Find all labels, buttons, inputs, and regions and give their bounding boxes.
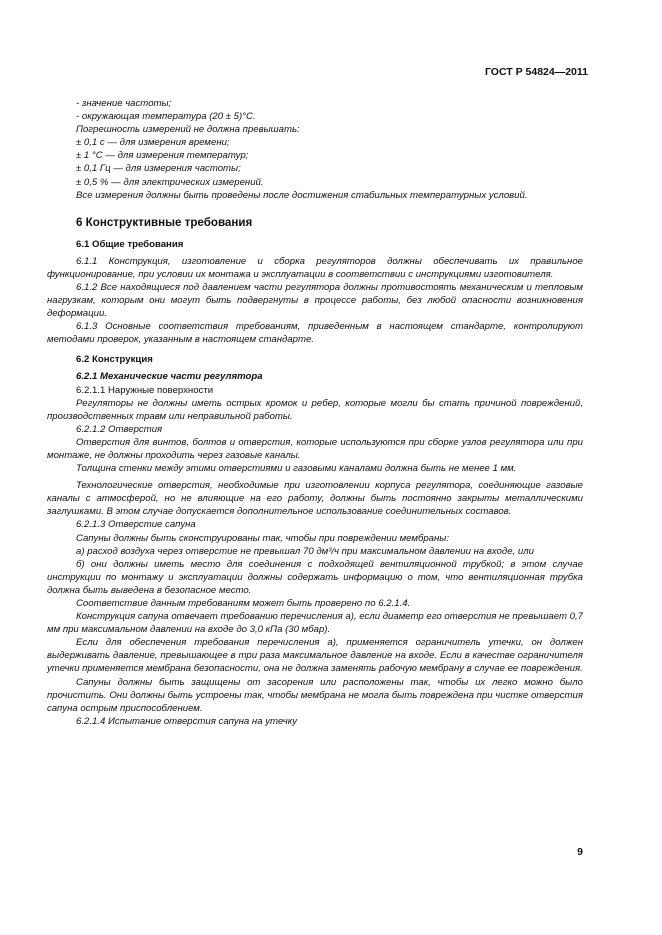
clause-6-2-1-1-title: 6.2.1.1 Наружные поверхности [76,384,214,396]
clause-6-2-1-2-text: Отверстия для винтов, болтов и отверстия, которые используются при сборке узлов регулятора или при монтаже, не должны проходить через газовые каналы. [47,436,583,461]
clause-6-2-1-2-text: Технологические отверстия, необходимые при изготовлении корпуса регулятора, соединяющие газовые каналы с атмосферой, но не влияющие на его работу, должны быть постоянно закрыты металлическими заглушками. В этом случае допускается дополнительное использование соединительных составов. [47,480,583,518]
intro-line: - значение частоты; [76,98,172,109]
page-number: 9 [577,846,583,858]
section-6-1-heading: 6.1 Общие требования [76,238,184,250]
intro-line: ± 1 °С — для измерения температур; [76,150,249,162]
intro-line: ± 0,5 % — для электрических измерений. [76,176,264,188]
list-item-b: б) они должны иметь место для соединения с подходящей вентиляционной трубкой; в этом случае инструкции по монтажу и эксплуатации должны содержать информацию о том, что вентиляционная трубка должна быть выведена в безопасное место. [47,558,583,596]
clause-6-2-1-3-text: Соответствие данным требованиям может быть проверено по 6.2.1.4. [76,598,411,609]
page-body [47,97,583,728]
subsection-6-2-1-heading: 6.2.1 Механические части регулятора [76,371,263,383]
paragraph-6-1-3: 6.1.3 Основные соответствия требованиям, приведенным в настоящем стандарте, контролируют методами проверок, указанным в настоящем стандарте. [47,321,583,346]
clause-6-2-1-1-text: Регуляторы не должны иметь острых кромок и ребер, которые могли бы стать причиной повреждений, производственных травм или неправильной работы. [47,397,583,422]
clause-6-2-1-3-text: Сапуны должны быть сконструированы так, чтобы при повреждении мембраны: [76,532,450,544]
paragraph-6-1-1: 6.1.1 Конструкция, изготовление и сборка регуляторов должны обеспечивать их правильное функционирование, при условии их монтажа и эксплуатации в соответствии с инструкциями изготовителя. [47,255,583,280]
intro-line: ± 0,1 Гц — для измерения частоты; [76,163,241,175]
document-code: ГОСТ Р 54824—2011 [484,66,588,78]
clause-6-2-1-3-text: Конструкция сапуна отвечает требованию перечисления а), если диаметр его отверстия не превышает 0,7 мм при максимальном давлении на входе до 3,0 кПа (30 мбар). [47,611,583,636]
intro-line: Все измерения должны быть проведены после достижения стабильных температурных условий. [76,189,528,201]
paragraph-6-1-2: 6.1.2 Все находящиеся под давлением части регулятора должны противостоять механическим и тепловым нагрузкам, которым они могут быть подвергнуты в процессе работы, без любой опасности возникновения деформации. [47,281,583,320]
section-6-heading: 6 Конструктивные требования [76,215,253,229]
clause-6-2-1-4-title: 6.2.1.4 Испытание отверстия сапуна на утечку [76,715,298,727]
intro-line: - окружающая температура (20 ± 5)°С. [76,111,256,123]
list-item-a: а) расход воздуха через отверстие не превышал 70 дм³/ч при максимальном давлении на входе, или [76,545,534,557]
clause-6-2-1-3-title: 6.2.1.3 Отверстие сапуна [76,519,196,531]
clause-6-2-1-3-text: Сапуны должны быть защищены от засорения или расположены так, чтобы их легко можно было прочистить. Они должны быть устроены так, чтобы мембрана не могла быть повреждена при чистке отверстия сапуна острым приспособлением. [47,676,583,714]
clause-6-2-1-2-title: 6.2.1.2 Отверстия [76,423,163,435]
section-6-2-heading: 6.2 Конструкция [76,354,153,366]
intro-line: Погрешность измерений не должна превышать: [76,124,300,136]
clause-6-2-1-2-text: Толщина стенки между этими отверстиями и газовыми каналами должна быть не менее 1 мм. [76,463,517,475]
clause-6-2-1-3-text: Если для обеспечения требования перечисления а), применяется ограничитель утечки, он должен выдерживать давление, превышающее в три раза максимальное давление на входе. Если в качестве ограничителя утечки применяется мембрана безопасности, она не должна заменять рабочую мембрану в случае ее повреждения. [47,637,583,675]
intro-line: ± 0,1 с — для измерения времени; [76,137,230,149]
